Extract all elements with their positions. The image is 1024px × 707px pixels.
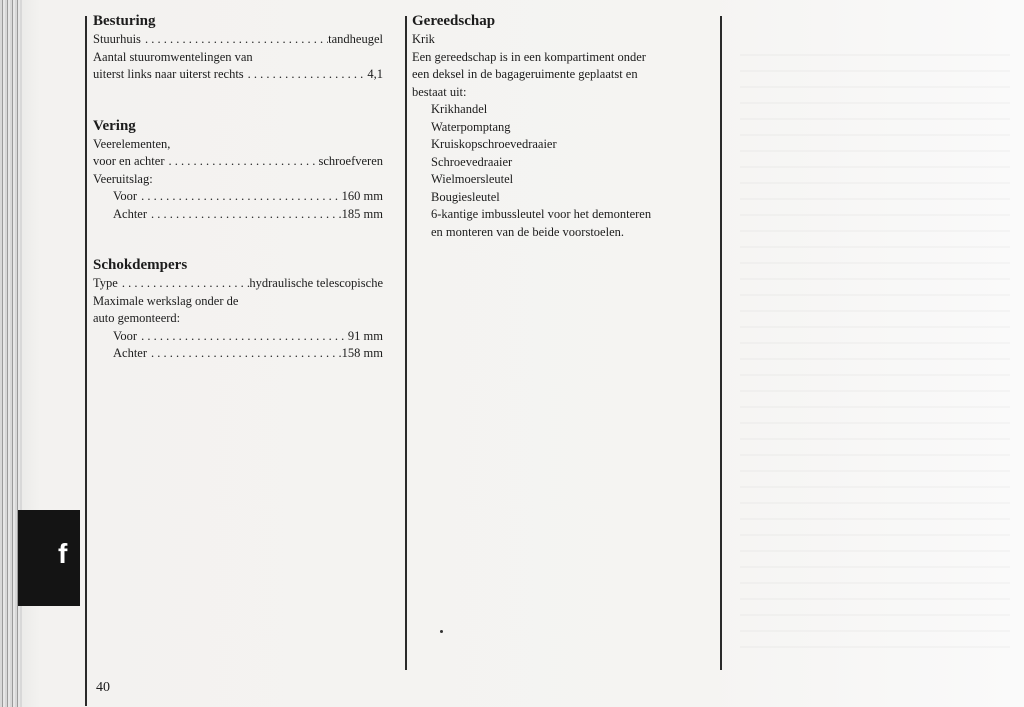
text-line: Veerelementen, [93, 136, 171, 151]
print-speck [440, 630, 443, 633]
text-line: Krik [412, 32, 435, 46]
leader-dots [141, 31, 328, 49]
label: Stuurhuis [93, 32, 141, 46]
text-line: Aantal stuuromwentelingen van [93, 49, 253, 64]
value: 185 mm [341, 206, 383, 221]
text-line: Een gereedschap is in een kompartiment onder [412, 49, 646, 64]
chapter-tab [18, 510, 80, 606]
value: 158 mm [341, 346, 383, 360]
row-veerelementen [93, 153, 383, 171]
heading-gereedschap: Gereedschap [412, 13, 496, 29]
list-item: Waterpomptang [431, 119, 511, 134]
leader-dots [137, 328, 348, 346]
list-item: Kruiskopschroevedraaier [431, 137, 557, 151]
label: Voor [113, 189, 138, 203]
value: 160 mm [341, 189, 383, 203]
row-schokdempers-voor [93, 328, 383, 346]
heading-vering: Vering [93, 117, 136, 134]
list-item: Bougiesleutel [431, 189, 500, 204]
label: Type [93, 276, 118, 290]
heading-besturing: Besturing [93, 13, 156, 29]
row-type [93, 275, 383, 293]
middle-column-rule [405, 16, 407, 670]
list-item: Krikhandel [431, 102, 488, 116]
row-schokdempers-achter [93, 345, 383, 363]
leader-dots [118, 275, 250, 293]
leader-dots [165, 153, 319, 171]
left-margin-rule [85, 16, 87, 706]
section-vering [93, 117, 383, 224]
list-item: Schroevedraaier [431, 154, 513, 169]
label: voor en achter [93, 154, 165, 168]
right-column [412, 12, 712, 241]
list-item: en monteren van de beide voorstoelen. [431, 224, 624, 239]
list-item: 6-kantige imbussleutel voor het demonteren [431, 207, 652, 221]
row-stuurhuis [93, 31, 383, 49]
text-line: Veeruitslag: [93, 171, 153, 186]
value: 91 mm [347, 328, 383, 343]
text-line: een deksel in de bagageruimente geplaatst en [412, 67, 638, 81]
text-line: bestaat uit: [412, 84, 467, 99]
leader-dots [137, 188, 342, 206]
value: schroefveren [318, 154, 383, 168]
label: Achter [113, 206, 148, 221]
label: Achter [113, 346, 148, 360]
chapter-tab-letter: f [58, 538, 68, 569]
label: Voor [113, 328, 138, 343]
bleed-through-text [740, 40, 1010, 660]
row-vering-voor [93, 188, 383, 206]
leader-dots [244, 66, 368, 84]
section-schokdempers [93, 256, 383, 363]
value: hydraulische telescopische [249, 276, 383, 290]
label: uiterst links naar uiterst rechts [93, 67, 244, 81]
list-item: Wielmoersleutel [431, 172, 514, 186]
leader-dots [147, 345, 342, 363]
heading-schokdempers: Schokdempers [93, 257, 188, 273]
row-vering-achter [93, 206, 383, 224]
page-number: 40 [96, 680, 110, 695]
row-stuuromwentelingen [93, 66, 383, 84]
left-column [93, 12, 383, 363]
value: 4,1 [367, 67, 383, 81]
leader-dots [147, 206, 342, 224]
tool-list [412, 101, 712, 241]
right-column-rule [720, 16, 722, 670]
section-besturing [93, 12, 383, 84]
text-line: auto gemonteerd: [93, 311, 181, 325]
value: tandheugel [328, 32, 383, 46]
text-line: Maximale werkslag onder de [93, 293, 239, 308]
